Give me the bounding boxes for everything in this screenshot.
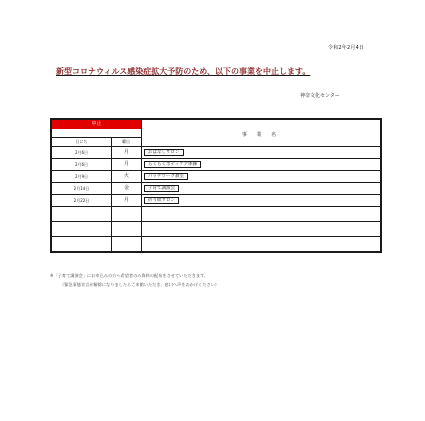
footnote-line-1: ※「子育て講演会」にお申込みの方へ希望者のみ資料の配布をさせていただきます。	[50, 273, 209, 278]
table-row	[52, 158, 380, 170]
event-name: らくらくボディケア体操	[144, 161, 201, 168]
row-date	[52, 207, 112, 221]
row-weekday	[112, 237, 142, 251]
row-event	[142, 171, 380, 182]
row-date: 2月9日	[52, 171, 112, 182]
issue-date: 令和2年2月4日	[328, 45, 365, 51]
col-weekday-label: 曜日	[122, 139, 130, 144]
row-date	[52, 222, 112, 236]
table-row-empty	[52, 221, 380, 236]
column-labels	[52, 137, 141, 146]
row-date: 2月6日	[52, 147, 112, 158]
col-date-label: 日にち	[52, 138, 112, 146]
footnote-line-2: （緊急事態宣言が解除になりましたらご来館いただき、窓口へ声をおかけください）	[60, 282, 219, 287]
row-event	[142, 222, 380, 236]
table-row	[52, 170, 380, 182]
row-event	[142, 147, 380, 158]
row-event	[142, 237, 380, 251]
footnote	[50, 271, 380, 289]
event-name: 子育て講演会	[144, 185, 179, 192]
cancel-highlight: 中止	[52, 120, 141, 129]
row-date: 2月22日	[52, 195, 112, 206]
row-weekday	[112, 207, 142, 221]
row-weekday	[112, 222, 142, 236]
event-name: パッチワーク教室	[144, 173, 188, 180]
table-row	[52, 194, 380, 206]
row-weekday: 月	[112, 159, 142, 170]
table-row-empty	[52, 206, 380, 221]
cancellation-table	[50, 118, 382, 253]
event-name: 折り紙サロン	[144, 197, 179, 204]
row-date: 2月14日	[52, 183, 112, 194]
table-row	[52, 146, 380, 158]
header-left	[52, 120, 142, 146]
table-row-empty	[52, 236, 380, 251]
row-date	[52, 237, 112, 251]
col-event-label: 事 業 名	[241, 132, 281, 138]
event-name: おはなしサロン	[144, 149, 184, 156]
row-event	[142, 195, 380, 206]
row-event	[142, 159, 380, 170]
table-header	[52, 120, 380, 146]
headline: 新型コロナウィルス感染症拡大予防のため、以下の事業を中止します。	[56, 67, 311, 76]
row-date: 2月6日	[52, 159, 112, 170]
organizer-name: 神奈文化センター	[300, 93, 340, 99]
header-right	[142, 120, 380, 146]
row-weekday: 月	[112, 147, 142, 158]
row-event	[142, 207, 380, 221]
row-event	[142, 183, 380, 194]
table-row	[52, 182, 380, 194]
row-weekday: 火	[112, 171, 142, 182]
row-weekday: 金	[112, 183, 142, 194]
row-weekday: 月	[112, 195, 142, 206]
